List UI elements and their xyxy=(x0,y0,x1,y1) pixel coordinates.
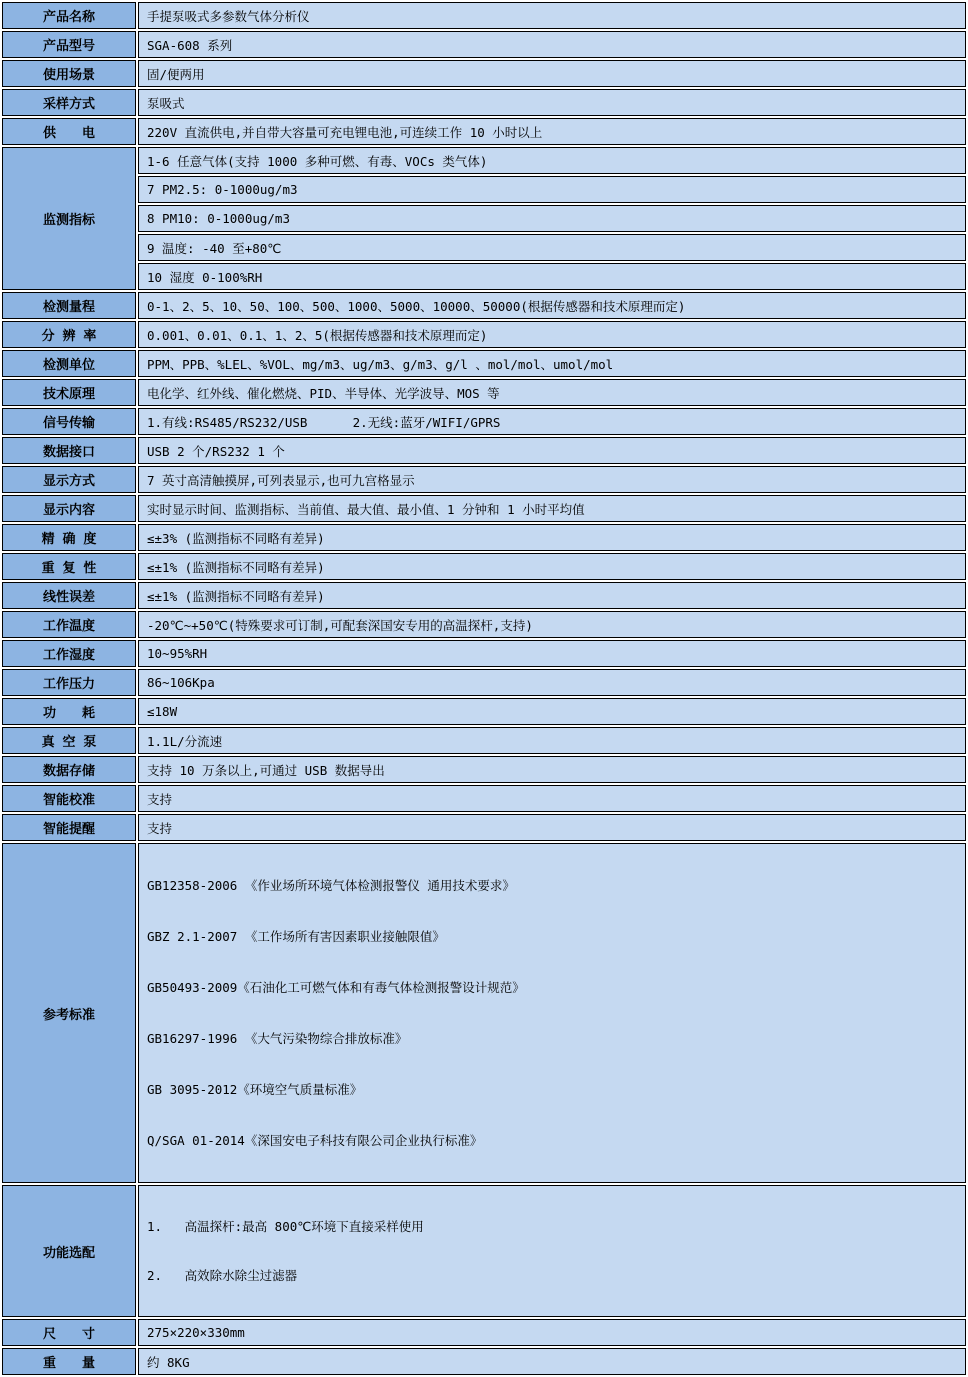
optional-feature-line: 2. 高效除水除尘过滤器 xyxy=(147,1268,298,1283)
spec-value: SGA-608 系列 xyxy=(138,31,966,58)
spec-value: 固/便两用 xyxy=(138,60,966,87)
spec-value: 电化学、红外线、催化燃烧、PID、半导体、光学波导、MOS 等 xyxy=(138,379,966,406)
spec-label: 供 电 xyxy=(2,118,136,145)
row-repeatability xyxy=(2,553,966,580)
row-monitoring-indicator-temperature xyxy=(2,234,966,261)
row-detection-unit xyxy=(2,350,966,377)
spec-value: PPM、PPB、%LEL、%VOL、mg/m3、ug/m3、g/m3、g/l 、mol/mol、umol/mol xyxy=(138,350,966,377)
row-resolution xyxy=(2,321,966,348)
row-accuracy xyxy=(2,524,966,551)
spec-value: 9 温度: -40 至+80℃ xyxy=(138,234,966,261)
spec-label: 数据存储 xyxy=(2,756,136,783)
row-smart-reminder xyxy=(2,814,966,841)
spec-value: 支持 10 万条以上,可通过 USB 数据导出 xyxy=(138,756,966,783)
row-sampling-method xyxy=(2,89,966,116)
spec-value: 220V 直流供电,并自带大容量可充电锂电池,可连续工作 10 小时以上 xyxy=(138,118,966,145)
row-optional-features xyxy=(2,1185,966,1317)
spec-label: 使用场景 xyxy=(2,60,136,87)
spec-value: 泵吸式 xyxy=(138,89,966,116)
spec-value: -20℃~+50℃(特殊要求可订制,可配套深国安专用的高温探杆,支持) xyxy=(138,611,966,638)
spec-label: 参考标准 xyxy=(2,843,136,1183)
row-monitoring-indicator-humidity xyxy=(2,263,966,290)
spec-value: 1-6 任意气体(支持 1000 多种可燃、有毒、VOCs 类气体) xyxy=(138,147,966,174)
spec-value: ≤±1% (监测指标不同略有差异) xyxy=(138,553,966,580)
spec-label: 智能校准 xyxy=(2,785,136,812)
spec-value xyxy=(138,1185,966,1317)
spec-label: 显示方式 xyxy=(2,466,136,493)
row-technical-principle xyxy=(2,379,966,406)
spec-label: 工作温度 xyxy=(2,611,136,638)
row-product-name xyxy=(2,2,966,29)
row-detection-range xyxy=(2,292,966,319)
spec-value: 0.001、0.01、0.1、1、2、5(根据传感器和技术原理而定) xyxy=(138,321,966,348)
spec-value: 1.有线:RS485/RS232/USB 2.无线:蓝牙/WIFI/GPRS xyxy=(138,408,966,435)
row-dimensions xyxy=(2,1319,966,1346)
row-working-humidity xyxy=(2,640,966,667)
spec-label: 分 辨 率 xyxy=(2,321,136,348)
spec-label: 工作压力 xyxy=(2,669,136,696)
spec-value: 支持 xyxy=(138,814,966,841)
row-display-mode xyxy=(2,466,966,493)
spec-value: 约 8KG xyxy=(138,1348,966,1375)
row-power-supply xyxy=(2,118,966,145)
optional-feature-line: 1. 高温探杆:最高 800℃环境下直接采样使用 xyxy=(147,1219,424,1234)
row-monitoring-indicators xyxy=(2,147,966,174)
row-data-storage xyxy=(2,756,966,783)
spec-label: 尺 寸 xyxy=(2,1319,136,1346)
standard-line: Q/SGA 01-2014《深国安电子科技有限公司企业执行标准》 xyxy=(147,1133,483,1148)
spec-label: 真 空 泵 xyxy=(2,727,136,754)
row-usage-scenario xyxy=(2,60,966,87)
spec-label: 监测指标 xyxy=(2,147,136,290)
row-working-pressure xyxy=(2,669,966,696)
spec-value: ≤18W xyxy=(138,698,966,725)
spec-label: 智能提醒 xyxy=(2,814,136,841)
spec-value: 8 PM10: 0-1000ug/m3 xyxy=(138,205,966,232)
spec-label: 检测量程 xyxy=(2,292,136,319)
row-working-temperature xyxy=(2,611,966,638)
spec-label: 功能选配 xyxy=(2,1185,136,1317)
spec-label: 产品名称 xyxy=(2,2,136,29)
spec-value: 支持 xyxy=(138,785,966,812)
spec-value: 手提泵吸式多参数气体分析仪 xyxy=(138,2,966,29)
row-reference-standards xyxy=(2,843,966,1183)
row-monitoring-indicator-pm10 xyxy=(2,205,966,232)
spec-value: USB 2 个/RS232 1 个 xyxy=(138,437,966,464)
spec-label: 功 耗 xyxy=(2,698,136,725)
spec-label: 采样方式 xyxy=(2,89,136,116)
spec-value: 7 英寸高清触摸屏,可列表显示,也可九宫格显示 xyxy=(138,466,966,493)
row-data-interface xyxy=(2,437,966,464)
spec-label: 技术原理 xyxy=(2,379,136,406)
spec-label: 线性误差 xyxy=(2,582,136,609)
row-smart-calibration xyxy=(2,785,966,812)
row-weight xyxy=(2,1348,966,1375)
spec-label: 重 复 性 xyxy=(2,553,136,580)
spec-label: 工作湿度 xyxy=(2,640,136,667)
spec-value: 86~106Kpa xyxy=(138,669,966,696)
standard-line: GB16297-1996 《大气污染物综合排放标准》 xyxy=(147,1031,408,1046)
row-linearity-error xyxy=(2,582,966,609)
row-product-model xyxy=(2,31,966,58)
standard-line: GB12358-2006 《作业场所环境气体检测报警仪 通用技术要求》 xyxy=(147,878,515,893)
spec-value: 实时显示时间、监测指标、当前值、最大值、最小值、1 分钟和 1 小时平均值 xyxy=(138,495,966,522)
spec-value: 0-1、2、5、10、50、100、500、1000、5000、10000、50000(根据传感器和技术原理而定) xyxy=(138,292,966,319)
spec-value: 10~95%RH xyxy=(138,640,966,667)
spec-label: 信号传输 xyxy=(2,408,136,435)
spec-label: 产品型号 xyxy=(2,31,136,58)
spec-label: 显示内容 xyxy=(2,495,136,522)
standard-line: GB 3095-2012《环境空气质量标准》 xyxy=(147,1082,363,1097)
spec-label: 检测单位 xyxy=(2,350,136,377)
spec-value: 10 湿度 0-100%RH xyxy=(138,263,966,290)
row-display-content xyxy=(2,495,966,522)
spec-value: ≤±3% (监测指标不同略有差异) xyxy=(138,524,966,551)
spec-value: 1.1L/分流速 xyxy=(138,727,966,754)
spec-value: ≤±1% (监测指标不同略有差异) xyxy=(138,582,966,609)
spec-label: 精 确 度 xyxy=(2,524,136,551)
spec-value xyxy=(138,843,966,1183)
spec-value: 7 PM2.5: 0-1000ug/m3 xyxy=(138,176,966,203)
row-monitoring-indicator-pm25 xyxy=(2,176,966,203)
row-vacuum-pump xyxy=(2,727,966,754)
spec-value: 275×220×330mm xyxy=(138,1319,966,1346)
standard-line: GBZ 2.1-2007 《工作场所有害因素职业接触限值》 xyxy=(147,929,445,944)
spec-label: 重 量 xyxy=(2,1348,136,1375)
row-signal-transmission xyxy=(2,408,966,435)
standard-line: GB50493-2009《石油化工可燃气体和有毒气体检测报警设计规范》 xyxy=(147,980,525,995)
row-power-consumption xyxy=(2,698,966,725)
spec-label: 数据接口 xyxy=(2,437,136,464)
